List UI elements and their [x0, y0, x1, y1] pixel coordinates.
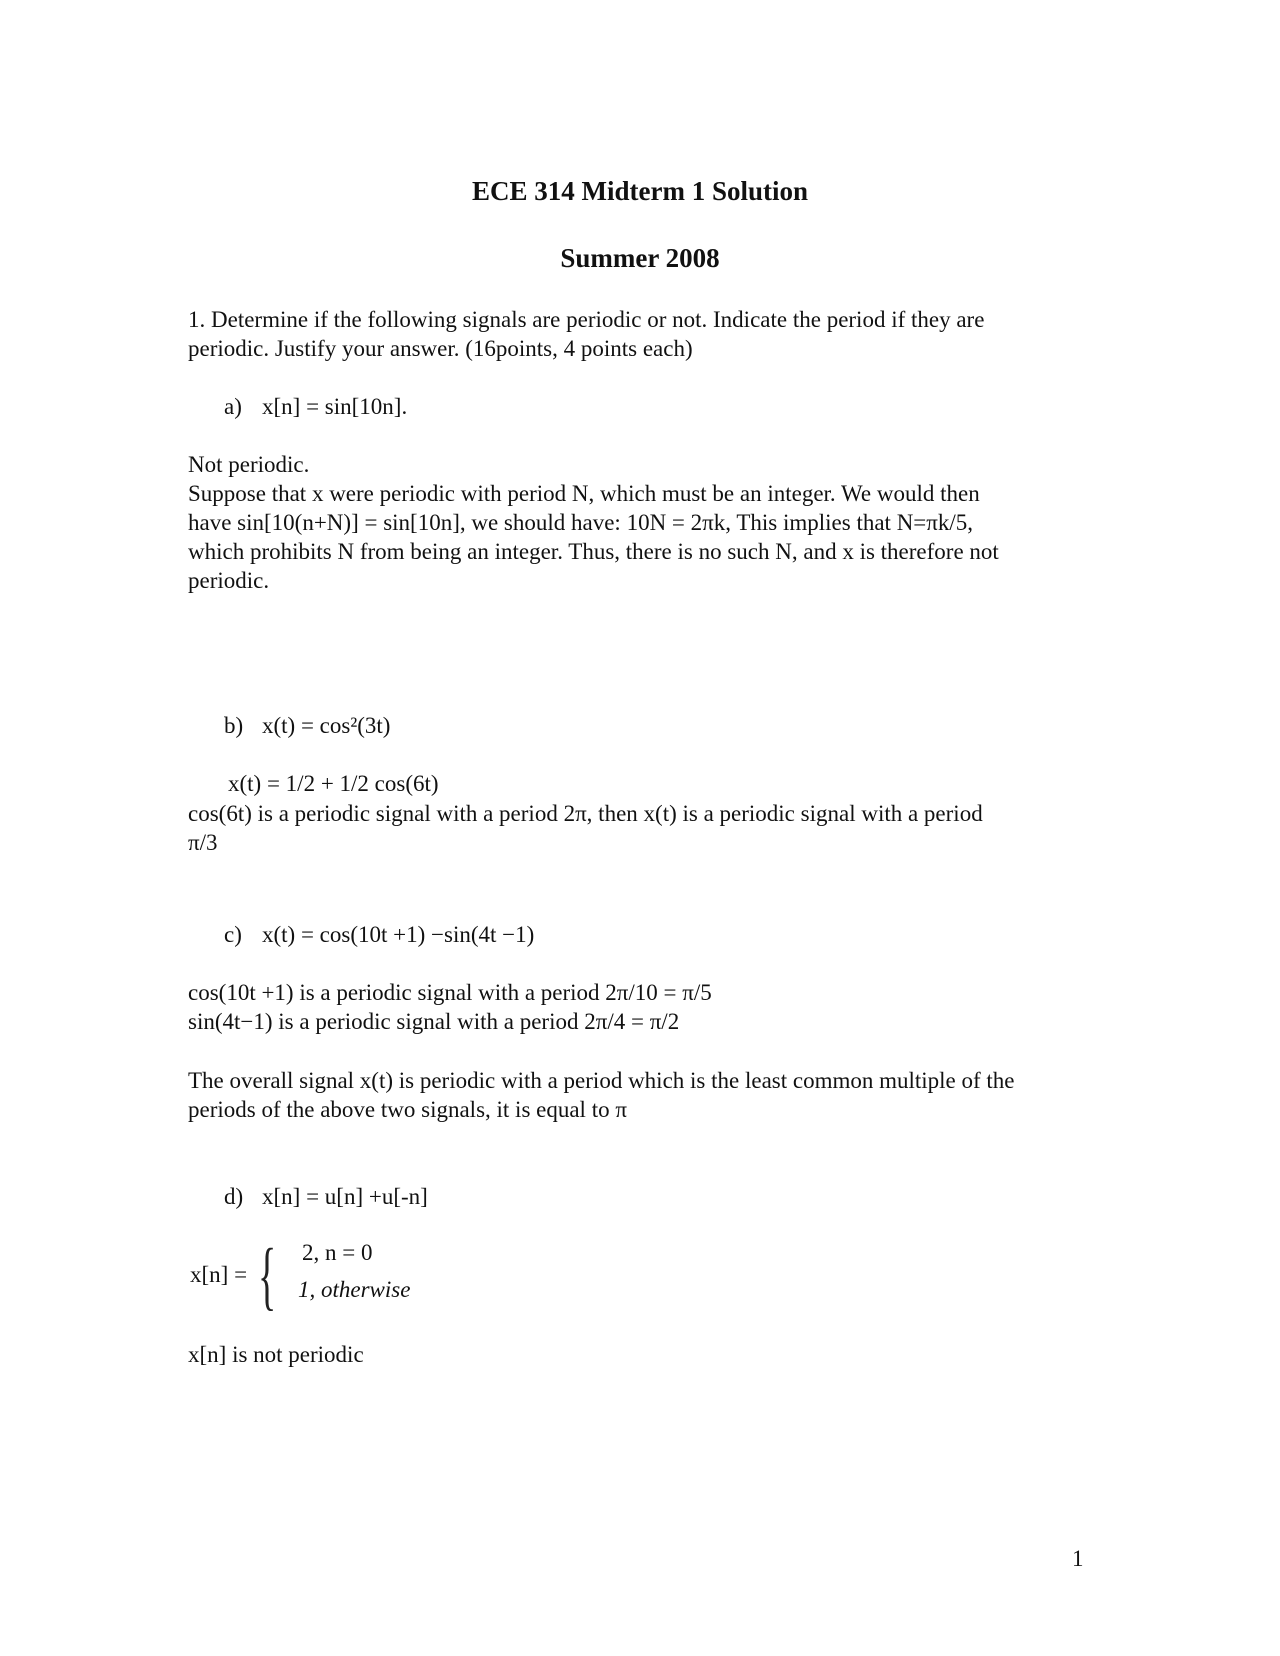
part-c-line-1: cos(10t +1) is a periodic signal with a period 2π/10 = π/5 [188, 980, 712, 1005]
part-a-solution [188, 450, 1088, 595]
left-brace-symbol: { [258, 1234, 277, 1318]
question-1-prompt-line-2: periodic. Justify your answer. (16points, 4 points each) [188, 336, 693, 361]
question-1-prompt-line-1: 1. Determine if the following signals are periodic or not. Indicate the period if they are [188, 307, 985, 332]
part-d-label: d) [224, 1184, 244, 1209]
part-c-line-2: sin(4t−1) is a periodic signal with a period 2π/4 = π/2 [188, 1009, 680, 1034]
part-a-line-3: which prohibits N from being an integer. Thus, there is no such N, and x is therefore not [188, 539, 999, 564]
part-c-label: c) [224, 922, 242, 947]
part-c-line-3: The overall signal x(t) is periodic with a period which is the least common multiple of the [188, 1068, 1015, 1093]
part-a-line-4: periodic. [188, 568, 270, 593]
part-d-case-2: 1, otherwise [298, 1277, 411, 1302]
part-a-label: a) [224, 394, 242, 419]
part-d-lhs: x[n] = [190, 1262, 248, 1287]
part-c-periods [188, 978, 1088, 1036]
document-title: ECE 314 Midterm 1 Solution [471, 176, 808, 206]
part-c-equation: x(t) = cos(10t +1) −sin(4t −1) [262, 922, 535, 947]
part-b-equation: x(t) = cos²(3t) [262, 713, 391, 738]
part-c-line-4: periods of the above two signals, it is equal to π [188, 1097, 627, 1122]
part-b-line-1: cos(6t) is a periodic signal with a period 2π, then x(t) is a periodic signal with a period [188, 801, 983, 826]
part-b-label: b) [224, 713, 244, 738]
part-c-conclusion [188, 1066, 1088, 1124]
part-b-line-2: π/3 [188, 830, 218, 855]
part-b-expansion: x(t) = 1/2 + 1/2 cos(6t) [228, 771, 439, 796]
document-subtitle: Summer 2008 [560, 243, 720, 273]
part-d-case-1: 2, n = 0 [302, 1240, 373, 1265]
part-a-line-1: Suppose that x were periodic with period N, which must be an integer. We would then [188, 481, 980, 506]
part-b-solution [188, 799, 1088, 857]
part-a-equation: x[n] = sin[10n]. [262, 394, 408, 419]
part-d-equation: x[n] = u[n] +u[-n] [262, 1184, 428, 1209]
part-d-conclusion: x[n] is not periodic [188, 1342, 364, 1367]
question-1-prompt [188, 305, 1088, 363]
part-a-line-2: have sin[10(n+N)] = sin[10n], we should have: 10N = 2πk, This implies that N=πk/5, [188, 510, 974, 535]
part-a-verdict: Not periodic. [188, 452, 310, 477]
page-number: 1 [1072, 1546, 1084, 1571]
